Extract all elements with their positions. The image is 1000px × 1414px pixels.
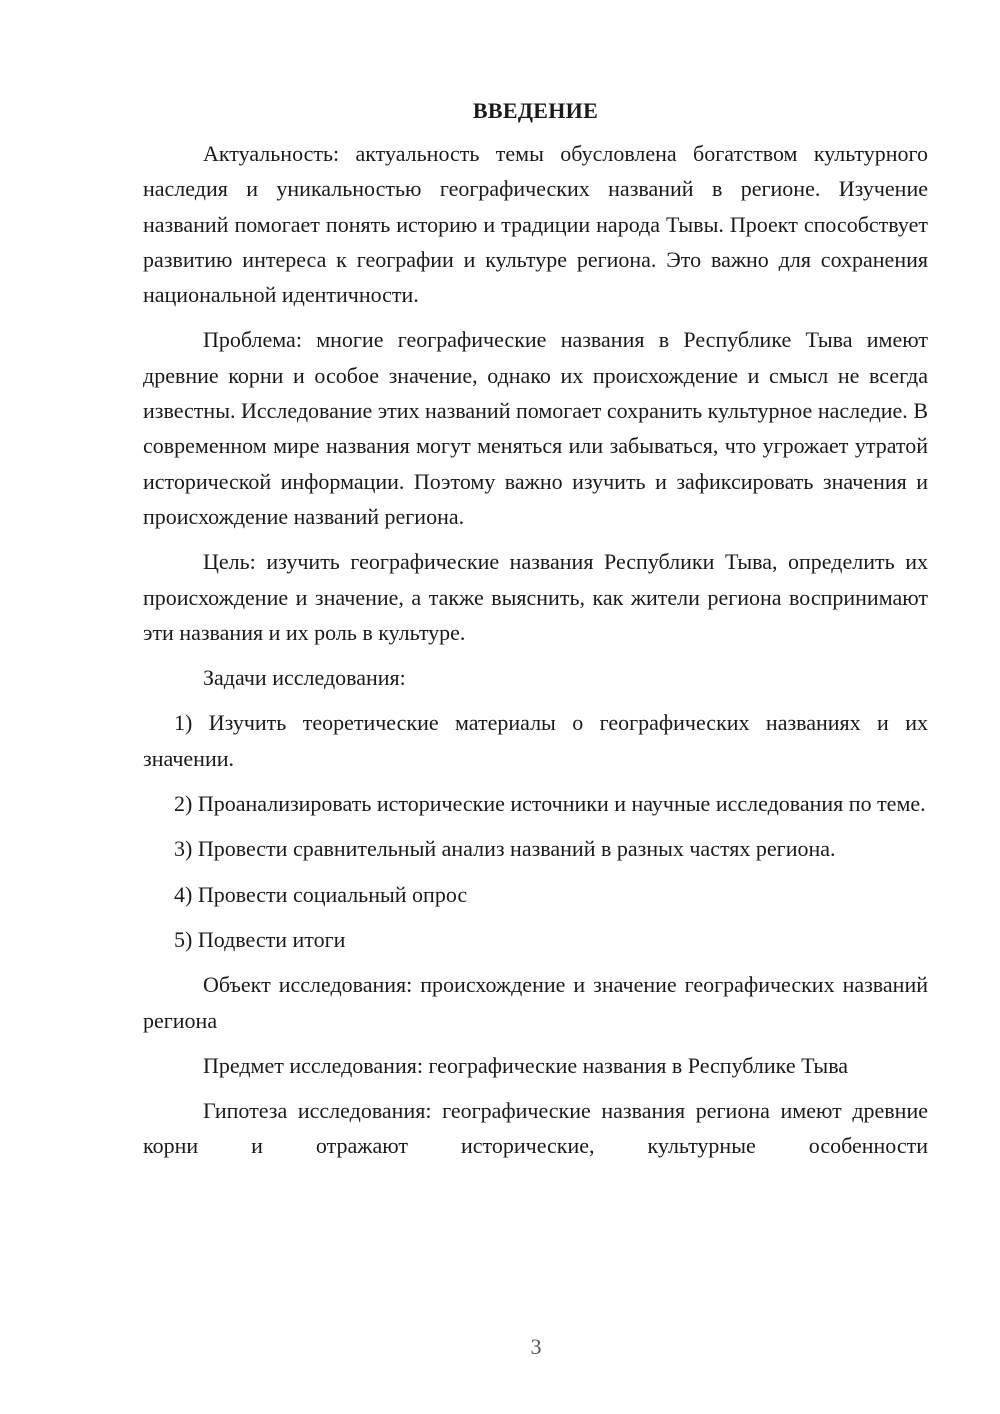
paragraph-relevance: Актуальность: актуальность темы обусловлена богатством культурного наследия и уникальностью географических названий в регионе. Изучение названий помогает понять историю и традиции народа Тывы. Проект способствует развитию интереса к географии и культуре региона. Это важно для сохранения национальной идентичности. (143, 141, 928, 308)
paragraph-object: Объект исследования: происхождение и значение географических названий региона (143, 972, 928, 1033)
page-content (143, 96, 928, 1164)
task-item-4: 4) Провести социальный опрос (174, 881, 468, 907)
tasks-title: Задачи исследования: (203, 665, 406, 691)
paragraph-subject: Предмет исследования: географические названия в Республике Тыва (203, 1052, 849, 1078)
page-number: 3 (530, 1334, 542, 1359)
task-item-2: 2) Проанализировать исторические источники и научные исследования по теме. (174, 791, 926, 817)
task-item-1: 1) Изучить теоретические материалы о географических названиях и их значении. (143, 710, 928, 771)
paragraph-problem: Проблема: многие географические названия в Республике Тыва имеют древние корни и особое значение, однако их происхождение и смысл не всегда известны. Исследование этих названий помогает сохранить культурное наследие. В современном мире названия могут меняться или забываться, что угрожает утратой исторической информации. Поэтому важно изучить и зафиксировать значения и происхождение названий региона. (143, 327, 928, 529)
task-item-5: 5) Подвести итоги (174, 926, 346, 952)
paragraph-hypothesis: Гипотеза исследования: географические названия региона имеют древние корни и отражают исторические, культурные особенности (143, 1098, 928, 1159)
task-item-3: 3) Провести сравнительный анализ названий в разных частях региона. (174, 836, 836, 862)
paragraph-goal: Цель: изучить географические названия Республики Тыва, определить их происхождение и значение, а также выяснить, как жители региона воспринимают эти названия и их роль в культуре. (143, 549, 928, 645)
section-heading: ВВЕДЕНИЕ (472, 98, 599, 123)
